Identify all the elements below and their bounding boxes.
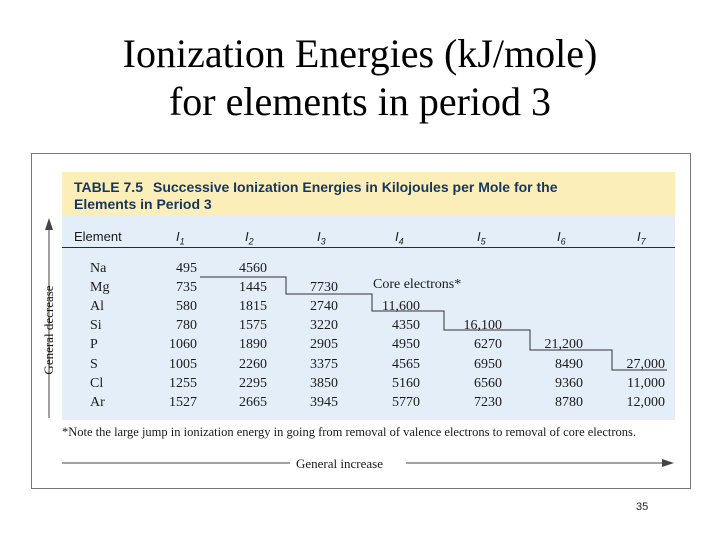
value-cell-i5: 7230 [474,395,502,410]
value-cell-i6: 9360 [555,376,583,391]
value-cell-i1: 735 [176,280,197,295]
i2-column-header: $I_2$ [245,229,254,247]
x-axis-label: General increase [296,456,383,471]
value-cell-i5: 16,100 [463,318,502,333]
value-cell-i6: 8780 [555,395,583,410]
element-column-header: Element [74,229,122,244]
value-cell-i7: 27,000 [626,357,665,372]
value-cell-i4: 11,600 [382,299,420,314]
slide-title-line-1: Ionization Energies (kJ/mole) [122,31,598,76]
core-electrons-label: Core electrons* [373,277,462,292]
table-number: TABLE 7.5 [74,179,143,195]
i7-column-header: $I_7$ [637,229,646,247]
value-cell-i2: 2295 [239,376,267,391]
core-electron-staircase [200,277,667,370]
value-cell-i3: 3945 [310,395,338,410]
value-cell-i3: 3850 [310,376,338,391]
page-number: 35 [636,501,649,513]
value-cell-i2: 2665 [239,395,267,410]
i5-column-header: $I_5$ [477,229,486,247]
value-cell-i1: 580 [176,299,197,314]
value-cell-i2: 1890 [239,337,267,352]
footnote: *Note the large jump in ionization energy in going from removal of valence electrons to removal of core electrons. [62,425,636,439]
value-cell-i4: 4565 [392,357,420,372]
value-cell-i2: 1815 [239,299,267,314]
value-cell-i5: 6950 [474,357,502,372]
element-cell: Na [90,261,107,276]
value-cell-i4: 4350 [392,318,420,333]
i1-column-header: $I_1$ [176,229,185,247]
value-cell-i3: 2740 [310,299,338,314]
x-axis-arrowhead [662,459,674,467]
value-cell-i5: 6560 [474,376,502,391]
value-cell-i1: 495 [176,261,197,276]
y-axis-arrowhead [45,218,53,230]
caption-text-1: Successive Ionization Energies in Kilojoules per Mole for the [152,179,558,195]
value-cell-i4: 5770 [392,395,420,410]
value-cell-i1: 1060 [169,337,197,352]
element-cell: Mg [90,280,110,295]
value-cell-i1: 1527 [169,395,197,410]
element-cell: Cl [90,376,104,391]
value-cell-i4: 4950 [392,337,420,352]
value-cell-i2: 1445 [239,280,267,295]
value-cell-i1: 1255 [169,376,197,391]
value-cell-i3: 3220 [310,318,338,333]
value-cell-i2: 2260 [239,357,267,372]
value-cell-i2: 4560 [239,261,267,276]
caption-text-2: Elements in Period 3 [74,196,212,212]
value-cell-i3: 7730 [310,280,338,295]
i4-column-header: $I_4$ [395,229,404,247]
i3-column-header: $I_3$ [317,229,326,247]
value-cell-i6: 21,200 [544,337,583,352]
value-cell-i7: 12,000 [626,395,665,410]
value-cell-i1: 1005 [169,357,197,372]
y-axis-label: General decrease [41,285,56,375]
element-cell: Ar [90,395,105,410]
value-cell-i5: 6270 [474,337,502,352]
value-cell-i3: 2905 [310,337,338,352]
i6-column-header: $I_6$ [557,229,566,247]
slide-title-line-2: for elements in period 3 [168,79,552,124]
element-cell: S [90,357,98,372]
value-cell-i6: 8490 [555,357,583,372]
element-cell: Si [90,318,102,333]
element-cell: Al [90,299,104,314]
value-cell-i7: 11,000 [627,376,665,391]
element-cell: P [90,337,98,352]
value-cell-i3: 3375 [310,357,338,372]
value-cell-i1: 780 [176,318,197,333]
value-cell-i2: 1575 [239,318,267,333]
value-cell-i4: 5160 [392,376,420,391]
